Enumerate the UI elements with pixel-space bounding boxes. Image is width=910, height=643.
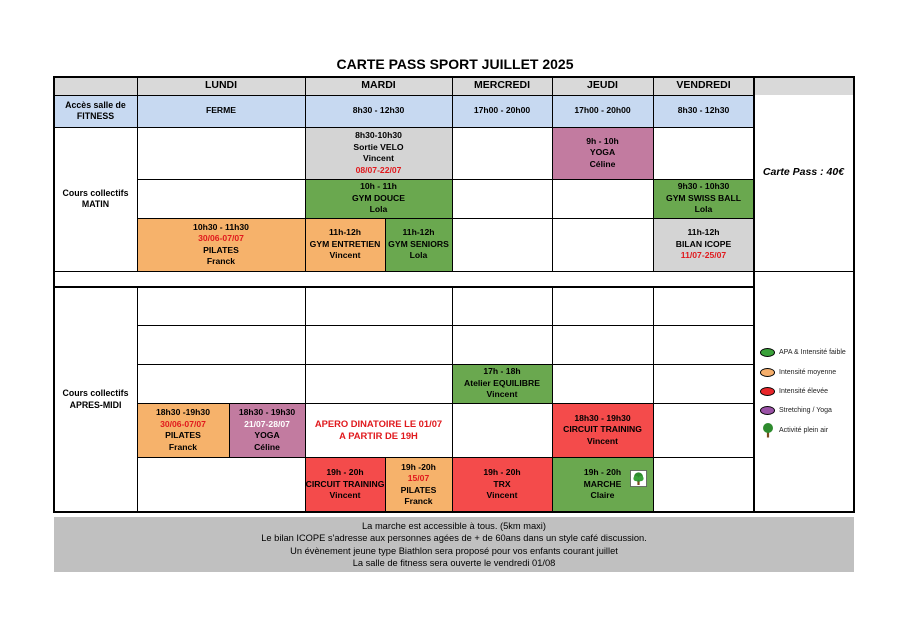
activity-pilates-mardi	[385, 457, 452, 512]
activity-time: 19h - 20h	[583, 467, 622, 478]
activity-gym-douce	[305, 179, 452, 218]
activity-name: MARCHE	[583, 478, 622, 489]
activity-name: Atelier EQUILIBRE	[464, 377, 540, 388]
activity-name: PILATES	[165, 430, 201, 440]
purple-oval-icon	[760, 406, 775, 415]
grid-line	[137, 218, 754, 219]
grid-line	[385, 457, 386, 512]
grid-line	[653, 287, 654, 512]
activity-bilan-icope	[653, 218, 754, 271]
activity-time: 19h - 20h	[483, 467, 521, 478]
activity-coach: Céline	[254, 441, 280, 452]
activity-velo	[305, 127, 452, 179]
apres-midi-row-label	[54, 287, 137, 512]
activity-coach: Franck	[404, 496, 433, 506]
tree-icon	[760, 423, 775, 438]
day-header-mercredi: MERCREDI	[473, 79, 530, 92]
fitness-label-line1: Accès salle de	[65, 99, 126, 110]
legend-label: Intensité élevée	[779, 387, 829, 395]
legend-label: Stretching / Yoga	[779, 407, 832, 415]
grid-line	[54, 286, 754, 288]
activity-coach: Lola	[694, 204, 713, 215]
day-header-mardi: MARDI	[361, 79, 396, 92]
note-line: La salle de fitness sera ouverte le vendredi 01/08	[352, 557, 556, 568]
legend-label: APA & Intensité faible	[779, 349, 846, 357]
legend-item	[760, 382, 846, 401]
activity-coach: Vincent	[329, 490, 361, 501]
grid-line	[137, 287, 138, 512]
note-line: Le bilan ICOPE s'adresse aux personnes agées de + de 60ans dans un style café discussion.	[261, 533, 647, 544]
grid-line	[452, 287, 453, 512]
activity-time: 8h30-10h30	[355, 130, 402, 140]
table-border-bottom	[53, 511, 855, 513]
grid-line	[137, 77, 138, 271]
activity-coach: Vincent	[486, 490, 518, 501]
activity-name: TRX	[493, 478, 511, 489]
activity-yoga-soir	[229, 403, 305, 457]
fitness-mercredi: 17h00 - 20h00	[473, 105, 531, 116]
day-header-vendredi: VENDREDI	[676, 79, 731, 92]
fitness-row-label	[54, 95, 137, 127]
activity-circuit-jeudi	[552, 403, 653, 457]
activity-time: 19h - 20h	[326, 467, 364, 478]
table-border-top	[53, 76, 855, 78]
matin-row-label	[54, 127, 137, 271]
page-title: CARTE PASS SPORT JUILLET 2025	[336, 56, 574, 72]
activity-gym-seniors	[385, 218, 452, 271]
orange-oval-icon	[760, 368, 775, 377]
legend-item	[760, 421, 846, 440]
legend-item	[760, 362, 846, 381]
red-oval-icon	[760, 387, 775, 396]
fitness-lundi: FERME	[205, 105, 237, 116]
activity-name: PILATES	[400, 484, 437, 495]
green-oval-icon	[760, 348, 775, 357]
activity-coach: Franck	[206, 256, 236, 266]
activity-coach: Céline	[589, 158, 616, 169]
activity-time: 11h-12h	[687, 227, 720, 238]
activity-dates: 08/07-22/07	[355, 164, 402, 175]
fitness-vendredi: 8h30 - 12h30	[677, 105, 730, 116]
legend-label: Intensité moyenne	[779, 368, 837, 376]
activity-trx	[452, 457, 552, 512]
legend-label: Activité plein air	[779, 426, 829, 434]
activity-time: 11h-12h	[402, 227, 435, 238]
apres-midi-label-line2: APRES-MIDI	[69, 399, 122, 410]
apero-line1: APERO DINATOIRE LE 01/07	[314, 417, 443, 429]
grid-line	[552, 287, 553, 512]
activity-equilibre	[452, 364, 552, 403]
activity-coach: Claire	[590, 490, 615, 501]
activity-coach: Vincent	[587, 435, 618, 446]
note-line: Un évènement jeune type Biathlon sera proposé pour vos enfants courant juillet	[290, 545, 618, 556]
grid-line	[385, 218, 386, 271]
grid-line	[305, 287, 306, 512]
activity-name: Sortie VELO	[353, 141, 404, 152]
activity-dates: 21/07-28/07	[244, 418, 290, 429]
legend-item	[760, 401, 846, 420]
activity-name: CIRCUIT TRAINING	[563, 424, 642, 435]
grid-line	[54, 127, 754, 128]
grid-line	[137, 457, 754, 458]
activity-dates: 30/06-07/07	[198, 233, 244, 243]
activity-coach: Vincent	[363, 153, 394, 163]
activity-time: 10h - 11h	[360, 181, 397, 192]
activity-name: GYM DOUCE	[352, 192, 405, 203]
grid-line	[552, 77, 553, 271]
note-line: La marche est accessible à tous. (5km maxi)	[362, 521, 546, 532]
activity-name: PILATES	[203, 244, 239, 255]
grid-line	[229, 403, 230, 457]
activity-coach: Vincent	[329, 250, 361, 261]
grid-line	[54, 95, 754, 96]
activity-name: YOGA	[254, 430, 280, 440]
table-border-left	[53, 76, 55, 513]
grid-line	[137, 179, 754, 180]
activity-name: CIRCUIT TRAINING	[305, 478, 385, 489]
activity-time: 9h30 - 10h30	[677, 181, 730, 192]
fitness-mardi: 8h30 - 12h30	[352, 105, 405, 116]
activity-time: 19h -20h	[401, 461, 436, 472]
activity-pilates-soir	[137, 403, 229, 457]
matin-label-line2: MATIN	[81, 199, 110, 209]
legend-item	[760, 343, 846, 362]
fitness-jeudi: 17h00 - 20h00	[574, 105, 631, 116]
activity-dates: 30/06-07/07	[160, 418, 206, 429]
table-border-right	[853, 76, 855, 513]
activity-yoga-jeudi	[552, 127, 653, 179]
outdoor-tree-icon	[630, 470, 647, 487]
activity-time: 10h30 - 11h30	[193, 221, 249, 232]
grid-line	[54, 271, 854, 272]
grid-line	[137, 325, 754, 326]
activity-name: GYM ENTRETIEN	[309, 238, 381, 249]
activity-coach: Lola	[409, 250, 428, 261]
apero-line2: A PARTIR DE 19H	[339, 430, 418, 441]
day-header-lundi: LUNDI	[204, 79, 238, 92]
table-divider-pass	[753, 76, 755, 513]
activity-time: 18h30 - 19h30	[238, 407, 296, 417]
notes-box	[54, 517, 854, 572]
matin-label-line1: Cours collectifs	[62, 187, 129, 198]
day-header-jeudi: JEUDI	[587, 79, 618, 92]
activity-swiss-ball	[653, 179, 754, 218]
activity-coach: Franck	[168, 441, 198, 452]
activity-name: GYM SENIORS	[388, 238, 449, 249]
activity-name: BILAN ICOPE	[675, 238, 732, 249]
activity-coach: Vincent	[486, 389, 518, 400]
intensity-legend	[760, 343, 846, 440]
grid-line	[452, 77, 453, 271]
carte-pass-price: Carte Pass : 40€	[762, 166, 845, 178]
activity-time: 17h - 18h	[483, 366, 521, 377]
activity-time: 11h-12h	[328, 227, 361, 238]
grid-line	[653, 77, 654, 271]
activity-pilates-matin	[137, 218, 305, 271]
activity-dates: 15/07	[407, 473, 430, 483]
activity-coach: Lola	[369, 204, 388, 215]
activity-time: 18h30 - 19h30	[574, 412, 631, 423]
activity-name: GYM SWISS BALL	[666, 192, 741, 203]
activity-dates: 11/07-25/07	[680, 250, 727, 261]
activity-circuit-mardi	[305, 457, 385, 512]
fitness-label-line2: FITNESS	[76, 111, 115, 121]
grid-line	[305, 77, 306, 271]
activity-gym-entretien	[305, 218, 385, 271]
apres-midi-label-line1: Cours collectifs	[62, 388, 129, 398]
activity-name: YOGA	[589, 147, 616, 158]
grid-line	[137, 364, 754, 365]
activity-time: 18h30 -19h30	[156, 407, 210, 417]
activity-time: 9h - 10h	[586, 135, 619, 146]
apero-dinatoire-notice	[305, 403, 452, 457]
